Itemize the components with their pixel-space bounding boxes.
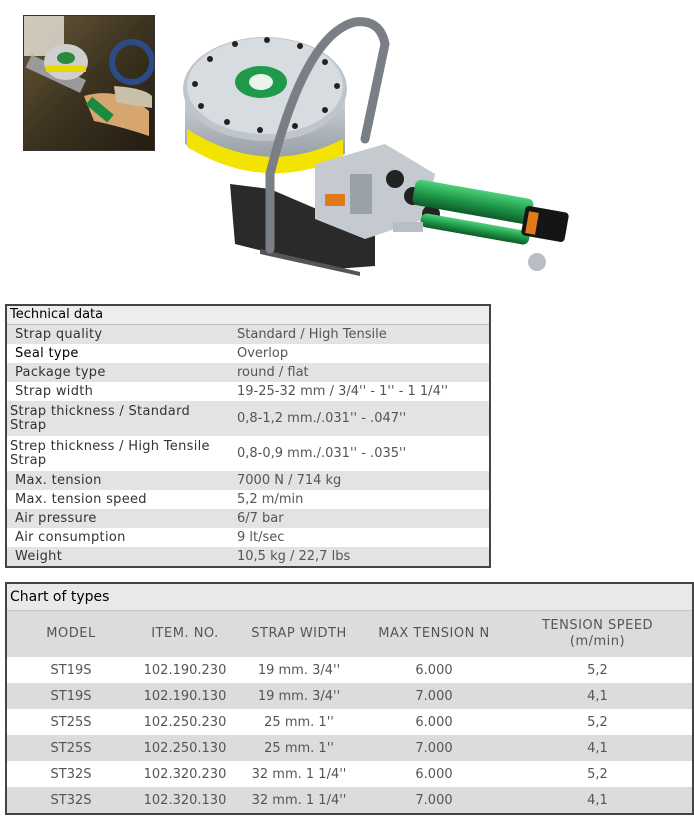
cell-item-no: 102.250.230 <box>143 714 227 730</box>
row-label: Weight <box>15 548 63 564</box>
cell-model: ST19S <box>50 662 92 678</box>
cell-item-no: 102.190.230 <box>143 662 227 678</box>
cell-model: ST25S <box>50 714 92 730</box>
table-row <box>7 401 489 436</box>
table-row <box>7 683 692 709</box>
cell-tension-speed: 5,2 <box>587 662 608 678</box>
row-value: 0,8-1,2 mm./.031'' - .047'' <box>237 410 407 426</box>
table-row <box>7 382 489 401</box>
cell-model: ST25S <box>50 740 92 756</box>
table-row <box>7 363 489 382</box>
chart-of-types-rows <box>7 657 692 813</box>
cell-max-tension: 7.000 <box>415 792 453 808</box>
cell-max-tension: 6.000 <box>415 766 453 782</box>
cell-item-no: 102.320.130 <box>143 792 227 808</box>
cell-strap-width: 25 mm. 1'' <box>264 714 334 730</box>
row-label: Max. tension speed <box>15 491 147 507</box>
row-value: 0,8-0,9 mm./.031'' - .035'' <box>237 445 407 461</box>
header-strap-width: STRAP WIDTH <box>251 626 347 641</box>
table-row <box>7 436 489 471</box>
technical-data-title: Technical data <box>7 306 489 325</box>
cell-model: ST32S <box>50 766 92 782</box>
cell-strap-width: 19 mm. 3/4'' <box>257 688 341 704</box>
cell-max-tension: 7.000 <box>415 740 453 756</box>
table-row <box>7 547 489 566</box>
row-value: 9 lt/sec <box>237 529 285 545</box>
table-row <box>7 761 692 787</box>
row-value: Overlop <box>237 345 289 361</box>
row-label: Air pressure <box>15 510 97 526</box>
row-value: 19-25-32 mm / 3/4'' - 1'' - 1 1/4'' <box>237 383 448 399</box>
cell-strap-width: 25 mm. 1'' <box>264 740 334 756</box>
header-model: MODEL <box>46 626 96 641</box>
chart-of-types-title: Chart of types <box>7 584 692 611</box>
cell-model: ST32S <box>50 792 92 808</box>
cell-tension-speed: 4,1 <box>587 688 608 704</box>
table-row <box>7 325 489 344</box>
table-row <box>7 657 692 683</box>
cell-tension-speed: 5,2 <box>587 714 608 730</box>
row-value: round / flat <box>237 364 309 380</box>
row-value: 5,2 m/min <box>237 491 304 507</box>
cell-tension-speed: 5,2 <box>587 766 608 782</box>
row-value: 10,5 kg / 22,7 lbs <box>237 548 351 564</box>
row-value: 6/7 bar <box>237 510 284 526</box>
row-label: Seal type <box>15 345 79 361</box>
technical-data-rows <box>7 325 489 566</box>
cell-item-no: 102.320.230 <box>143 766 227 782</box>
row-label: Strap quality <box>15 326 103 342</box>
cell-tension-speed: 4,1 <box>587 740 608 756</box>
technical-data-table <box>5 304 491 568</box>
cell-strap-width: 32 mm. 1 1/4'' <box>251 766 347 782</box>
cell-strap-width: 32 mm. 1 1/4'' <box>251 792 347 808</box>
header-item-no: ITEM. NO. <box>151 626 219 641</box>
row-label: Package type <box>15 364 106 380</box>
row-label: Air consumption <box>15 529 126 545</box>
row-value: 7000 N / 714 kg <box>237 472 342 488</box>
thumbnail-photo <box>23 15 155 151</box>
table-row <box>7 344 489 363</box>
row-label: Strap width <box>15 383 94 399</box>
table-row <box>7 528 489 547</box>
cell-item-no: 102.190.130 <box>143 688 227 704</box>
table-row <box>7 509 489 528</box>
cell-tension-speed: 4,1 <box>587 792 608 808</box>
row-label: Max. tension <box>15 472 102 488</box>
cell-max-tension: 6.000 <box>415 662 453 678</box>
table-header <box>7 611 692 657</box>
cell-strap-width: 19 mm. 3/4'' <box>257 662 341 678</box>
header-tension-speed: TENSION SPEED (m/min) <box>541 618 654 649</box>
table-row <box>7 787 692 813</box>
table-row <box>7 735 692 761</box>
cell-item-no: 102.250.130 <box>143 740 227 756</box>
cell-model: ST19S <box>50 688 92 704</box>
table-row <box>7 471 489 490</box>
row-value: Standard / High Tensile <box>237 326 387 342</box>
table-row <box>7 709 692 735</box>
product-photo <box>175 14 595 284</box>
header-max-tension: MAX TENSION N <box>378 626 490 641</box>
cell-max-tension: 7.000 <box>415 688 453 704</box>
table-row <box>7 490 489 509</box>
row-label: Strep thickness / High Tensile Strap <box>10 438 210 468</box>
cell-max-tension: 6.000 <box>415 714 453 730</box>
chart-of-types-table <box>5 582 694 815</box>
row-label: Strap thickness / Standard Strap <box>10 403 191 433</box>
